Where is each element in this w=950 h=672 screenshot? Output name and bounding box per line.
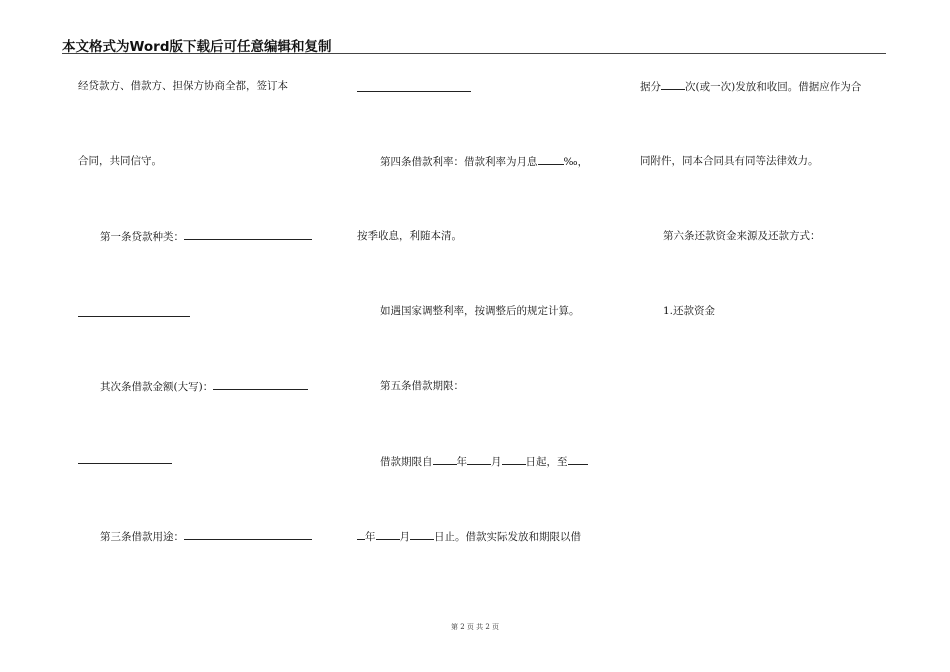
- term-start-month-blank: [467, 454, 491, 465]
- loan-amount-blank: [213, 379, 308, 390]
- disbursement-label: 据分: [640, 81, 661, 93]
- document-header-title: 本文格式为Word版下载后可任意编辑和复制: [62, 39, 332, 55]
- term-end-month-unit: 月: [399, 531, 410, 543]
- interest-rate-label: 第四条借款利率：借款利率为月息: [380, 156, 538, 168]
- interest-rate-blank: [538, 154, 564, 165]
- col1-line-3: [100, 229, 312, 244]
- term-end-year-unit: 年: [365, 531, 376, 543]
- loan-type-continuation-blank: [78, 316, 190, 317]
- term-end-day-unit: 日止。借款实际发放和期限以借: [434, 531, 581, 543]
- interest-rate-unit: ‰，: [563, 156, 589, 168]
- term-end-year-blank-tail: [357, 529, 365, 540]
- col1-line-5: [100, 379, 308, 394]
- term-start-day-unit: 日起，至: [525, 456, 568, 468]
- col2-line-5: 第五条借款期限：: [380, 380, 464, 392]
- loan-type-label: 第一条贷款种类：: [100, 231, 184, 243]
- loan-amount-label: 其次条借款金额(大写)：: [100, 381, 214, 393]
- col3-line-3: 第六条还款资金来源及还款方式：: [663, 230, 821, 242]
- term-end-day-blank: [410, 529, 434, 540]
- term-start-month-unit: 月: [491, 456, 502, 468]
- col3-line-2: 同附件，同本合同具有同等法律效力。: [640, 155, 819, 167]
- col2-line-2: [380, 154, 588, 169]
- col2-line-6: [380, 454, 588, 469]
- col3-line-1: [640, 79, 861, 94]
- term-start-year-blank: [433, 454, 457, 465]
- page-number: 第 2 页 共 2 页: [450, 623, 500, 631]
- col3-line-4: 1.还款资金: [663, 305, 716, 317]
- disbursement-text: 次(或一次)发放和收回。借据应作为合: [685, 81, 862, 93]
- col2-line-7: [357, 529, 581, 544]
- term-start-day-blank: [502, 454, 526, 465]
- header-divider: [62, 53, 886, 54]
- term-start-label: 借款期限自: [380, 456, 433, 468]
- col2-line-4: 如遇国家调整利率，按调整后的规定计算。: [380, 305, 580, 317]
- term-end-month-blank: [376, 529, 400, 540]
- col1-line-1: 经贷款方、借款方、担保方协商全都，签订本: [78, 80, 288, 92]
- col1-line-7: [100, 529, 312, 544]
- term-start-year-unit: 年: [456, 456, 467, 468]
- loan-purpose-label: 第三条借款用途：: [100, 531, 184, 543]
- loan-purpose-blank: [184, 529, 312, 540]
- term-end-year-blank: [568, 454, 588, 465]
- loan-type-blank: [184, 229, 312, 240]
- col1-line-2: 合同，共同信守。: [78, 155, 162, 167]
- disbursement-count-blank: [661, 79, 685, 90]
- col2-line-3: 按季收息，利随本清。: [357, 230, 462, 242]
- loan-amount-continuation-blank: [78, 463, 172, 464]
- col2-top-blank: [357, 91, 471, 92]
